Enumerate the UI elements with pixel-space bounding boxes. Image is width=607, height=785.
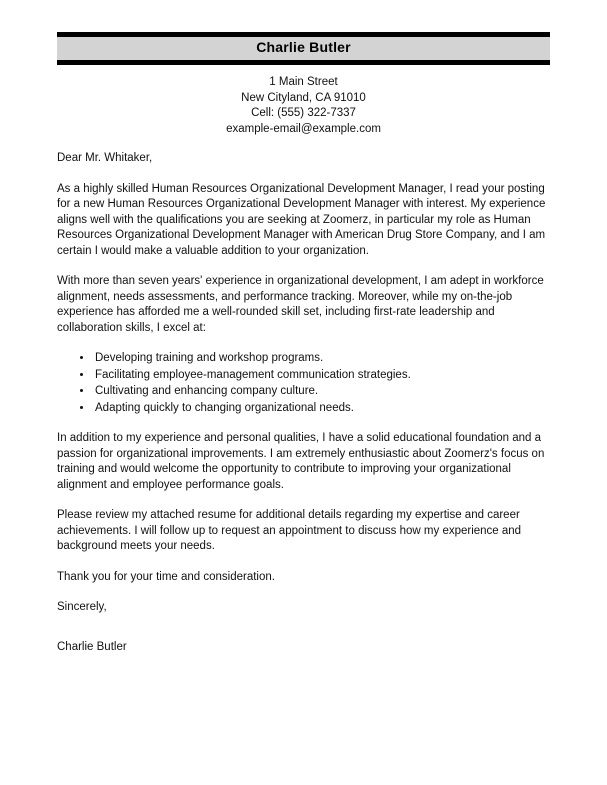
applicant-name: Charlie Butler	[256, 39, 351, 55]
paragraph-experience: With more than seven years' experience in organizational development, I am adept in workforce alignment, needs assessments, and performance tracking. Moreover, while my on-the-job experience has afforded me a well-rounded skill set, including first-rate leadership and collaboration skills, I excel at:	[57, 275, 544, 334]
letter-body	[57, 151, 550, 655]
bullet-item: • Adapting quickly to changing organizational needs.	[93, 401, 550, 417]
contact-address-city: New Cityland, CA 91010	[241, 91, 366, 104]
signoff: Sincerely,	[57, 601, 107, 613]
salutation: Dear Mr. Whitaker,	[57, 152, 153, 164]
name-banner	[57, 32, 550, 65]
skills-bullet-list	[57, 351, 550, 416]
contact-block	[57, 75, 550, 137]
signature-name: Charlie Butler	[57, 640, 127, 653]
contact-address-street: 1 Main Street	[269, 76, 338, 88]
closing-thanks: Thank you for your time and consideration.	[57, 570, 275, 583]
paragraph-resume: Please review my attached resume for additional details regarding my expertise and career achievements. I will follow up to request an appointment to discuss how my experience and background meets your needs.	[57, 509, 522, 552]
bullet-item: • Facilitating employee-management communication strategies.	[93, 368, 550, 384]
bullet-item: • Developing training and workshop programs.	[93, 351, 550, 367]
bullet-item: • Cultivating and enhancing company culture.	[93, 384, 550, 400]
contact-phone: Cell: (555) 322-7337	[251, 107, 356, 119]
paragraph-intro: As a highly skilled Human Resources Organizational Development Manager, I read your posting for a new Human Resources Organizational Development Manager with interest. My experience aligns well with the qualifications you are seeking at Zoomerz, in particular my role as Human Resources Organizational Development Manager with American Drug Store Company, and I am certain I would make a valuable addition to your organization.	[57, 182, 546, 257]
paragraph-education: In addition to my experience and personal qualities, I have a solid educational foundation and a passion for organizational improvements. I am extremely enthusiastic about Zoomerz's focus on training and would welcome the opportunity to contribute to improving your organizational alignment and employee performance goals.	[57, 432, 545, 491]
contact-email: example-email@example.com	[226, 122, 381, 135]
